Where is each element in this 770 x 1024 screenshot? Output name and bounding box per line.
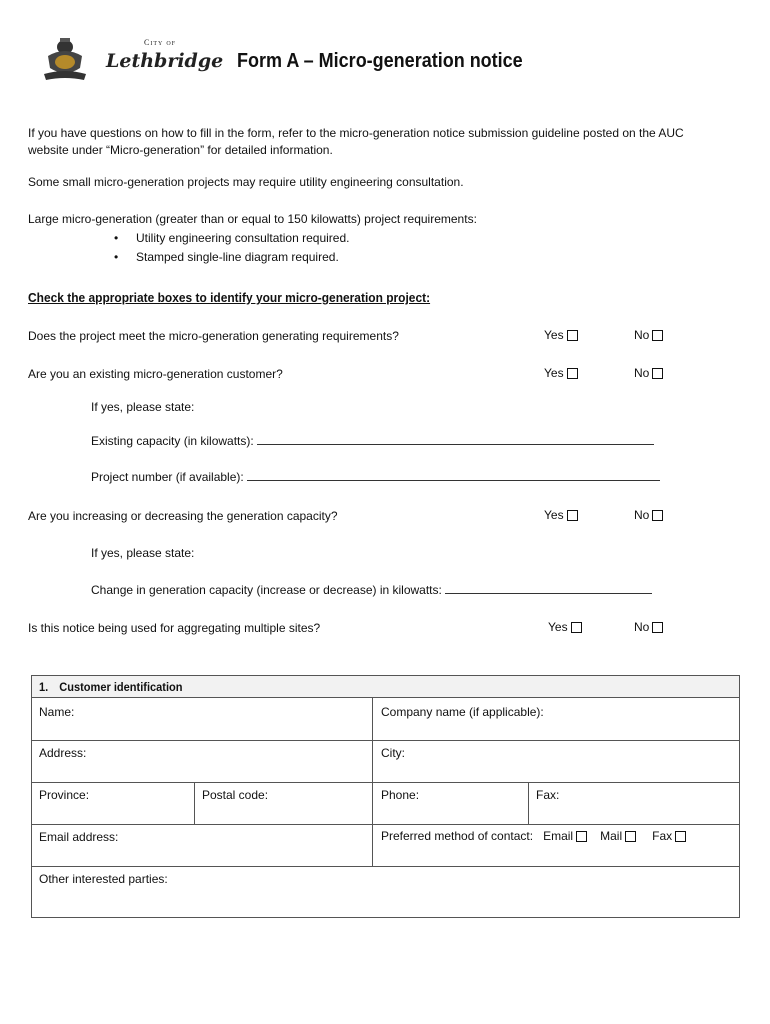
existing-capacity-line[interactable] (257, 434, 654, 445)
city-crest-logo (40, 34, 90, 82)
question-existing-customer: Are you an existing micro-generation customer? (28, 367, 283, 381)
q2-no-option[interactable] (634, 366, 663, 380)
intro-paragraph-3: Large micro-generation (greater than or equal to 150 kilowatts) project requirements: (28, 212, 477, 226)
email-address-field[interactable]: Email address: (39, 830, 119, 844)
contact-mail-label: Mail (600, 829, 623, 843)
table-heading: 1. Customer identification (39, 680, 183, 694)
no-label: No (634, 508, 650, 522)
intro-p1-line2: website under “Micro-generation” for detailed information. (28, 143, 333, 157)
city-wordmark-logo (106, 38, 224, 80)
no-checkbox[interactable] (652, 330, 663, 341)
no-label: No (634, 620, 650, 634)
yes-checkbox[interactable] (567, 330, 578, 341)
yes-checkbox[interactable] (567, 510, 578, 521)
q3-if-yes-label: If yes, please state: (91, 546, 195, 560)
city-field[interactable]: City: (381, 746, 405, 760)
contact-email-checkbox[interactable] (576, 831, 587, 842)
customer-identification-table (31, 675, 740, 918)
project-number-label: Project number (if available): (91, 470, 244, 484)
yes-label: Yes (548, 620, 568, 634)
question-aggregating-sites: Is this notice being used for aggregating multiple sites? (28, 621, 321, 635)
province-field[interactable]: Province: (39, 788, 90, 802)
project-number-line[interactable] (247, 470, 660, 481)
existing-capacity-field[interactable] (91, 434, 654, 448)
yes-checkbox[interactable] (567, 368, 578, 379)
other-interested-parties-field[interactable]: Other interested parties: (39, 872, 168, 886)
existing-capacity-label: Existing capacity (in kilowatts): (91, 434, 254, 448)
list-item: • Utility engineering consultation required. (112, 229, 349, 248)
capacity-change-label: Change in generation capacity (increase or decrease) in kilowatts: (91, 583, 442, 597)
intro-p1-line1: If you have questions on how to fill in the form, refer to the micro-generation notice submission guideline posted on the AUC (28, 126, 684, 140)
page-title: Form A – Micro-generation notice (237, 50, 523, 72)
yes-label: Yes (544, 366, 564, 380)
no-checkbox[interactable] (652, 510, 663, 521)
logo-city-of: City of (144, 38, 177, 47)
intro-paragraph-2: Some small micro-generation projects may require utility engineering consultation. (28, 175, 464, 189)
company-name-field[interactable]: Company name (if applicable): (381, 705, 544, 719)
project-number-field[interactable] (91, 470, 660, 484)
table-header (32, 676, 739, 697)
q1-no-option[interactable] (634, 328, 663, 342)
contact-fax-checkbox[interactable] (675, 831, 686, 842)
preferred-contact-method (381, 829, 686, 843)
q1-yes-option[interactable] (544, 328, 578, 342)
no-label: No (634, 328, 650, 342)
no-checkbox[interactable] (652, 368, 663, 379)
preferred-contact-label: Preferred method of contact: (381, 829, 534, 843)
phone-field[interactable]: Phone: (381, 788, 420, 802)
requirements-list (112, 229, 349, 267)
logo-city-name: Lethbridge (106, 50, 224, 72)
intro-paragraph-1 (28, 125, 728, 159)
q3-yes-option[interactable] (544, 508, 578, 522)
postal-code-field[interactable]: Postal code: (202, 788, 269, 802)
yes-checkbox[interactable] (571, 622, 582, 633)
contact-fax-label: Fax (652, 829, 673, 843)
name-field[interactable]: Name: (39, 705, 75, 719)
capacity-change-line[interactable] (445, 583, 652, 594)
contact-email-label: Email (543, 829, 574, 843)
q4-no-option[interactable] (634, 620, 663, 634)
q2-yes-option[interactable] (544, 366, 578, 380)
no-label: No (634, 366, 650, 380)
q4-yes-option[interactable] (548, 620, 582, 634)
list-item: • Stamped single-line diagram required. (112, 248, 349, 267)
section-heading: Check the appropriate boxes to identify your micro-generation project: (28, 290, 431, 305)
q3-no-option[interactable] (634, 508, 663, 522)
q2-if-yes-label: If yes, please state: (91, 400, 195, 414)
question-requirements: Does the project meet the micro-generation generating requirements? (28, 329, 399, 343)
capacity-change-field[interactable] (91, 583, 652, 597)
address-field[interactable]: Address: (39, 746, 87, 760)
contact-mail-checkbox[interactable] (625, 831, 636, 842)
question-capacity-change: Are you increasing or decreasing the generation capacity? (28, 509, 338, 523)
fax-field[interactable]: Fax: (536, 788, 560, 802)
no-checkbox[interactable] (652, 622, 663, 633)
yes-label: Yes (544, 328, 564, 342)
yes-label: Yes (544, 508, 564, 522)
